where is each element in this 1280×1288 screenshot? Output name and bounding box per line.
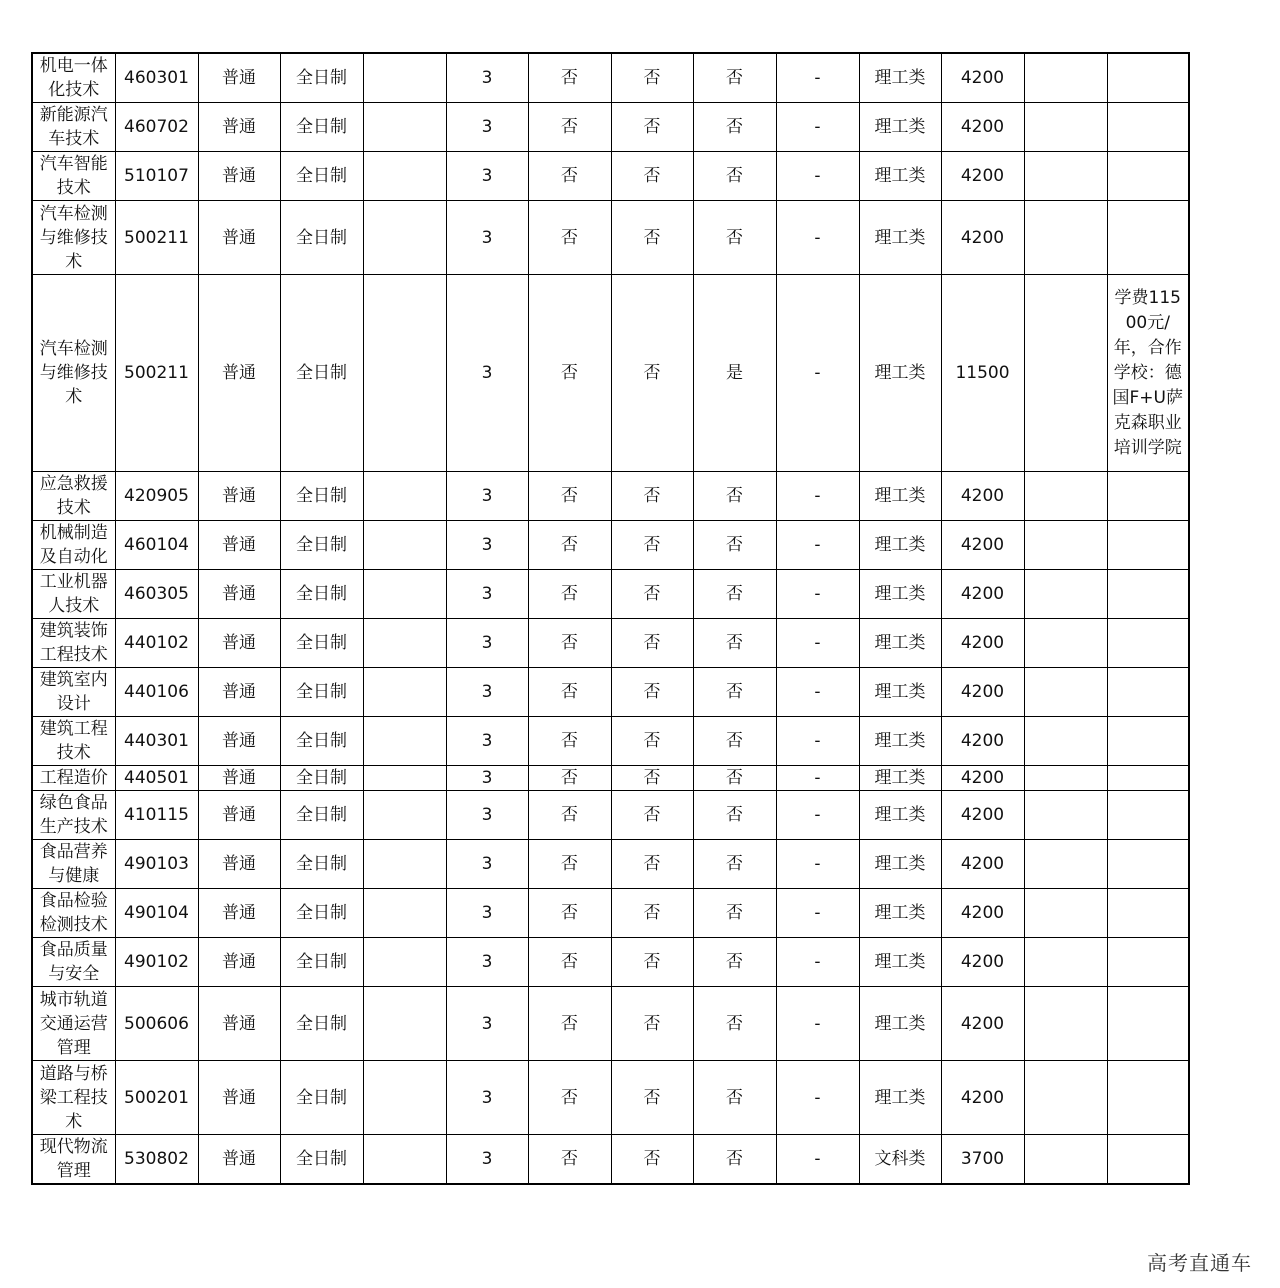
tuition-fee-cell: 4200 xyxy=(941,472,1024,521)
education-level-cell: 普通 xyxy=(198,570,280,619)
major-enrollment-table xyxy=(31,52,1190,1185)
remark-cell xyxy=(1107,152,1189,201)
flag-cell: 否 xyxy=(611,103,693,152)
major-name-cell: 汽车检测与维修技术 xyxy=(32,275,115,472)
remark-cell xyxy=(1107,766,1189,791)
study-mode-cell: 全日制 xyxy=(280,472,363,521)
education-level-cell: 普通 xyxy=(198,987,280,1061)
subject-category-cell: 理工类 xyxy=(859,766,941,791)
empty-cell xyxy=(1024,619,1107,668)
major-name-cell: 建筑室内设计 xyxy=(32,668,115,717)
empty-cell xyxy=(363,668,446,717)
empty-cell xyxy=(1024,53,1107,103)
major-name-cell: 工业机器人技术 xyxy=(32,570,115,619)
flag-cell: 否 xyxy=(693,152,776,201)
dash-cell: - xyxy=(776,668,859,717)
major-name-cell: 建筑工程技术 xyxy=(32,717,115,766)
flag-cell: 否 xyxy=(528,201,611,275)
subject-category-cell: 理工类 xyxy=(859,521,941,570)
table-row xyxy=(32,53,1189,103)
dash-cell: - xyxy=(776,840,859,889)
tuition-fee-cell: 4200 xyxy=(941,570,1024,619)
subject-category-cell: 文科类 xyxy=(859,1135,941,1185)
empty-cell xyxy=(363,570,446,619)
empty-cell xyxy=(1024,1135,1107,1185)
tuition-fee-cell: 4200 xyxy=(941,53,1024,103)
table-body xyxy=(32,53,1189,1184)
remark-cell xyxy=(1107,472,1189,521)
flag-cell: 否 xyxy=(611,987,693,1061)
empty-cell xyxy=(1024,152,1107,201)
empty-cell xyxy=(1024,889,1107,938)
remark-cell xyxy=(1107,938,1189,987)
education-level-cell: 普通 xyxy=(198,668,280,717)
study-mode-cell: 全日制 xyxy=(280,103,363,152)
tuition-fee-cell: 4200 xyxy=(941,1061,1024,1135)
dash-cell: - xyxy=(776,53,859,103)
major-code-cell: 420905 xyxy=(115,472,198,521)
remark-cell xyxy=(1107,889,1189,938)
major-name-cell: 新能源汽车技术 xyxy=(32,103,115,152)
subject-category-cell: 理工类 xyxy=(859,152,941,201)
dash-cell: - xyxy=(776,791,859,840)
education-level-cell: 普通 xyxy=(198,1135,280,1185)
empty-cell xyxy=(1024,791,1107,840)
subject-category-cell: 理工类 xyxy=(859,938,941,987)
table-row xyxy=(32,717,1189,766)
tuition-fee-cell: 4200 xyxy=(941,619,1024,668)
major-name-cell: 机电一体化技术 xyxy=(32,53,115,103)
study-years-cell: 3 xyxy=(446,1135,528,1185)
major-code-cell: 500211 xyxy=(115,275,198,472)
dash-cell: - xyxy=(776,275,859,472)
tuition-fee-cell: 4200 xyxy=(941,668,1024,717)
study-years-cell: 3 xyxy=(446,717,528,766)
table-row xyxy=(32,570,1189,619)
remark-cell xyxy=(1107,1135,1189,1185)
dash-cell: - xyxy=(776,521,859,570)
flag-cell: 否 xyxy=(693,1061,776,1135)
major-code-cell: 500606 xyxy=(115,987,198,1061)
study-years-cell: 3 xyxy=(446,938,528,987)
dash-cell: - xyxy=(776,103,859,152)
empty-cell xyxy=(1024,1061,1107,1135)
empty-cell xyxy=(1024,987,1107,1061)
empty-cell xyxy=(1024,840,1107,889)
empty-cell xyxy=(363,987,446,1061)
table-row xyxy=(32,521,1189,570)
major-name-cell: 汽车智能技术 xyxy=(32,152,115,201)
study-years-cell: 3 xyxy=(446,521,528,570)
subject-category-cell: 理工类 xyxy=(859,840,941,889)
dash-cell: - xyxy=(776,717,859,766)
study-mode-cell: 全日制 xyxy=(280,53,363,103)
education-level-cell: 普通 xyxy=(198,938,280,987)
table-row xyxy=(32,1061,1189,1135)
major-code-cell: 460104 xyxy=(115,521,198,570)
dash-cell: - xyxy=(776,619,859,668)
subject-category-cell: 理工类 xyxy=(859,987,941,1061)
flag-cell: 否 xyxy=(528,668,611,717)
flag-cell: 否 xyxy=(528,103,611,152)
flag-cell: 否 xyxy=(611,938,693,987)
empty-cell xyxy=(1024,938,1107,987)
flag-cell: 否 xyxy=(611,791,693,840)
flag-cell: 否 xyxy=(693,472,776,521)
subject-category-cell: 理工类 xyxy=(859,889,941,938)
flag-cell: 否 xyxy=(693,791,776,840)
remark-cell xyxy=(1107,103,1189,152)
flag-cell: 否 xyxy=(611,570,693,619)
study-years-cell: 3 xyxy=(446,668,528,717)
dash-cell: - xyxy=(776,1135,859,1185)
education-level-cell: 普通 xyxy=(198,53,280,103)
flag-cell: 否 xyxy=(528,840,611,889)
empty-cell xyxy=(1024,570,1107,619)
study-years-cell: 3 xyxy=(446,201,528,275)
table-row xyxy=(32,791,1189,840)
empty-cell xyxy=(1024,275,1107,472)
education-level-cell: 普通 xyxy=(198,1061,280,1135)
empty-cell xyxy=(363,840,446,889)
study-mode-cell: 全日制 xyxy=(280,521,363,570)
major-name-cell: 汽车检测与维修技术 xyxy=(32,201,115,275)
study-years-cell: 3 xyxy=(446,987,528,1061)
study-mode-cell: 全日制 xyxy=(280,791,363,840)
flag-cell: 否 xyxy=(528,766,611,791)
major-name-cell: 绿色食品生产技术 xyxy=(32,791,115,840)
flag-cell: 否 xyxy=(528,889,611,938)
flag-cell: 否 xyxy=(693,717,776,766)
flag-cell: 否 xyxy=(693,1135,776,1185)
tuition-fee-cell: 4200 xyxy=(941,889,1024,938)
education-level-cell: 普通 xyxy=(198,521,280,570)
study-mode-cell: 全日制 xyxy=(280,668,363,717)
study-mode-cell: 全日制 xyxy=(280,717,363,766)
major-code-cell: 460305 xyxy=(115,570,198,619)
education-level-cell: 普通 xyxy=(198,889,280,938)
subject-category-cell: 理工类 xyxy=(859,717,941,766)
remark-cell xyxy=(1107,840,1189,889)
subject-category-cell: 理工类 xyxy=(859,668,941,717)
empty-cell xyxy=(363,53,446,103)
watermark: 高考直通车 xyxy=(1147,1251,1252,1275)
major-code-cell: 500201 xyxy=(115,1061,198,1135)
education-level-cell: 普通 xyxy=(198,619,280,668)
remark-cell xyxy=(1107,717,1189,766)
major-code-cell: 440501 xyxy=(115,766,198,791)
flag-cell: 否 xyxy=(693,840,776,889)
empty-cell xyxy=(1024,103,1107,152)
subject-category-cell: 理工类 xyxy=(859,619,941,668)
flag-cell: 否 xyxy=(528,938,611,987)
table-row xyxy=(32,668,1189,717)
remark-cell xyxy=(1107,791,1189,840)
major-name-cell: 机械制造及自动化 xyxy=(32,521,115,570)
flag-cell: 否 xyxy=(693,570,776,619)
tuition-fee-cell: 4200 xyxy=(941,766,1024,791)
table-row xyxy=(32,103,1189,152)
dash-cell: - xyxy=(776,987,859,1061)
flag-cell: 否 xyxy=(611,521,693,570)
study-years-cell: 3 xyxy=(446,1061,528,1135)
table-row xyxy=(32,472,1189,521)
empty-cell xyxy=(1024,766,1107,791)
major-code-cell: 460702 xyxy=(115,103,198,152)
empty-cell xyxy=(363,275,446,472)
flag-cell: 否 xyxy=(528,152,611,201)
study-years-cell: 3 xyxy=(446,889,528,938)
dash-cell: - xyxy=(776,152,859,201)
empty-cell xyxy=(363,791,446,840)
subject-category-cell: 理工类 xyxy=(859,53,941,103)
flag-cell: 否 xyxy=(693,668,776,717)
study-years-cell: 3 xyxy=(446,472,528,521)
empty-cell xyxy=(363,152,446,201)
education-level-cell: 普通 xyxy=(198,275,280,472)
flag-cell: 否 xyxy=(611,275,693,472)
flag-cell: 否 xyxy=(528,1061,611,1135)
major-code-cell: 490102 xyxy=(115,938,198,987)
empty-cell xyxy=(363,1135,446,1185)
table-row xyxy=(32,889,1189,938)
study-years-cell: 3 xyxy=(446,53,528,103)
empty-cell xyxy=(363,619,446,668)
dash-cell: - xyxy=(776,938,859,987)
major-name-cell: 应急救援技术 xyxy=(32,472,115,521)
flag-cell: 否 xyxy=(528,521,611,570)
remark-cell xyxy=(1107,570,1189,619)
table-row xyxy=(32,938,1189,987)
study-years-cell: 3 xyxy=(446,619,528,668)
major-code-cell: 440102 xyxy=(115,619,198,668)
major-code-cell: 460301 xyxy=(115,53,198,103)
empty-cell xyxy=(363,521,446,570)
study-mode-cell: 全日制 xyxy=(280,1135,363,1185)
flag-cell: 否 xyxy=(611,668,693,717)
dash-cell: - xyxy=(776,1061,859,1135)
flag-cell: 否 xyxy=(528,1135,611,1185)
study-mode-cell: 全日制 xyxy=(280,840,363,889)
tuition-fee-cell: 3700 xyxy=(941,1135,1024,1185)
education-level-cell: 普通 xyxy=(198,103,280,152)
flag-cell: 否 xyxy=(693,938,776,987)
tuition-fee-cell: 11500 xyxy=(941,275,1024,472)
table-row xyxy=(32,201,1189,275)
empty-cell xyxy=(363,472,446,521)
remark-cell xyxy=(1107,668,1189,717)
remark-cell xyxy=(1107,201,1189,275)
study-mode-cell: 全日制 xyxy=(280,201,363,275)
flag-cell: 否 xyxy=(528,791,611,840)
dash-cell: - xyxy=(776,766,859,791)
study-mode-cell: 全日制 xyxy=(280,152,363,201)
flag-cell: 否 xyxy=(611,53,693,103)
study-years-cell: 3 xyxy=(446,275,528,472)
table-row xyxy=(32,275,1189,472)
flag-cell: 否 xyxy=(611,889,693,938)
study-years-cell: 3 xyxy=(446,570,528,619)
flag-cell: 否 xyxy=(528,275,611,472)
major-code-cell: 490103 xyxy=(115,840,198,889)
flag-cell: 否 xyxy=(611,201,693,275)
study-years-cell: 3 xyxy=(446,840,528,889)
empty-cell xyxy=(1024,521,1107,570)
table-row xyxy=(32,1135,1189,1185)
flag-cell: 否 xyxy=(528,53,611,103)
flag-cell: 否 xyxy=(693,103,776,152)
table-row xyxy=(32,840,1189,889)
study-mode-cell: 全日制 xyxy=(280,766,363,791)
empty-cell xyxy=(363,717,446,766)
dash-cell: - xyxy=(776,570,859,619)
major-code-cell: 510107 xyxy=(115,152,198,201)
empty-cell xyxy=(1024,472,1107,521)
subject-category-cell: 理工类 xyxy=(859,791,941,840)
tuition-fee-cell: 4200 xyxy=(941,791,1024,840)
flag-cell: 否 xyxy=(611,840,693,889)
study-mode-cell: 全日制 xyxy=(280,570,363,619)
education-level-cell: 普通 xyxy=(198,472,280,521)
major-name-cell: 城市轨道交通运营管理 xyxy=(32,987,115,1061)
subject-category-cell: 理工类 xyxy=(859,103,941,152)
subject-category-cell: 理工类 xyxy=(859,472,941,521)
empty-cell xyxy=(1024,201,1107,275)
tuition-fee-cell: 4200 xyxy=(941,717,1024,766)
major-name-cell: 道路与桥梁工程技术 xyxy=(32,1061,115,1135)
education-level-cell: 普通 xyxy=(198,152,280,201)
flag-cell: 否 xyxy=(528,987,611,1061)
flag-cell: 否 xyxy=(693,889,776,938)
tuition-fee-cell: 4200 xyxy=(941,840,1024,889)
education-level-cell: 普通 xyxy=(198,840,280,889)
education-level-cell: 普通 xyxy=(198,791,280,840)
major-name-cell: 建筑装饰工程技术 xyxy=(32,619,115,668)
study-mode-cell: 全日制 xyxy=(280,275,363,472)
flag-cell: 否 xyxy=(611,766,693,791)
major-name-cell: 食品营养与健康 xyxy=(32,840,115,889)
remark-cell: 学费11500元/年，合作学校：德国F+U萨克森职业培训学院 xyxy=(1107,275,1189,472)
subject-category-cell: 理工类 xyxy=(859,275,941,472)
empty-cell xyxy=(363,889,446,938)
flag-cell: 否 xyxy=(528,619,611,668)
flag-cell: 否 xyxy=(693,987,776,1061)
study-years-cell: 3 xyxy=(446,791,528,840)
flag-cell: 否 xyxy=(611,1061,693,1135)
flag-cell: 否 xyxy=(528,717,611,766)
empty-cell xyxy=(1024,668,1107,717)
major-code-cell: 440106 xyxy=(115,668,198,717)
major-name-cell: 现代物流管理 xyxy=(32,1135,115,1185)
major-code-cell: 500211 xyxy=(115,201,198,275)
flag-cell: 否 xyxy=(693,201,776,275)
tuition-fee-cell: 4200 xyxy=(941,152,1024,201)
major-code-cell: 410115 xyxy=(115,791,198,840)
study-mode-cell: 全日制 xyxy=(280,619,363,668)
flag-cell: 是 xyxy=(693,275,776,472)
major-code-cell: 440301 xyxy=(115,717,198,766)
major-name-cell: 工程造价 xyxy=(32,766,115,791)
education-level-cell: 普通 xyxy=(198,766,280,791)
study-years-cell: 3 xyxy=(446,766,528,791)
education-level-cell: 普通 xyxy=(198,201,280,275)
subject-category-cell: 理工类 xyxy=(859,570,941,619)
study-mode-cell: 全日制 xyxy=(280,987,363,1061)
empty-cell xyxy=(363,103,446,152)
flag-cell: 否 xyxy=(693,53,776,103)
study-years-cell: 3 xyxy=(446,152,528,201)
empty-cell xyxy=(363,201,446,275)
major-code-cell: 530802 xyxy=(115,1135,198,1185)
major-code-cell: 490104 xyxy=(115,889,198,938)
tuition-fee-cell: 4200 xyxy=(941,987,1024,1061)
table-row xyxy=(32,152,1189,201)
tuition-fee-cell: 4200 xyxy=(941,201,1024,275)
major-name-cell: 食品质量与安全 xyxy=(32,938,115,987)
remark-cell xyxy=(1107,987,1189,1061)
table-row xyxy=(32,766,1189,791)
study-mode-cell: 全日制 xyxy=(280,938,363,987)
empty-cell xyxy=(363,1061,446,1135)
education-level-cell: 普通 xyxy=(198,717,280,766)
remark-cell xyxy=(1107,619,1189,668)
dash-cell: - xyxy=(776,889,859,938)
flag-cell: 否 xyxy=(528,472,611,521)
flag-cell: 否 xyxy=(693,521,776,570)
tuition-fee-cell: 4200 xyxy=(941,938,1024,987)
table-row xyxy=(32,619,1189,668)
flag-cell: 否 xyxy=(528,570,611,619)
empty-cell xyxy=(1024,717,1107,766)
remark-cell xyxy=(1107,1061,1189,1135)
study-mode-cell: 全日制 xyxy=(280,889,363,938)
subject-category-cell: 理工类 xyxy=(859,201,941,275)
subject-category-cell: 理工类 xyxy=(859,1061,941,1135)
study-mode-cell: 全日制 xyxy=(280,1061,363,1135)
remark-cell xyxy=(1107,521,1189,570)
flag-cell: 否 xyxy=(611,152,693,201)
flag-cell: 否 xyxy=(693,766,776,791)
empty-cell xyxy=(363,766,446,791)
table-row xyxy=(32,987,1189,1061)
dash-cell: - xyxy=(776,472,859,521)
remark-cell xyxy=(1107,53,1189,103)
dash-cell: - xyxy=(776,201,859,275)
tuition-fee-cell: 4200 xyxy=(941,521,1024,570)
flag-cell: 否 xyxy=(611,717,693,766)
study-years-cell: 3 xyxy=(446,103,528,152)
tuition-fee-cell: 4200 xyxy=(941,103,1024,152)
major-name-cell: 食品检验检测技术 xyxy=(32,889,115,938)
flag-cell: 否 xyxy=(611,619,693,668)
empty-cell xyxy=(363,938,446,987)
flag-cell: 否 xyxy=(693,619,776,668)
flag-cell: 否 xyxy=(611,472,693,521)
flag-cell: 否 xyxy=(611,1135,693,1185)
